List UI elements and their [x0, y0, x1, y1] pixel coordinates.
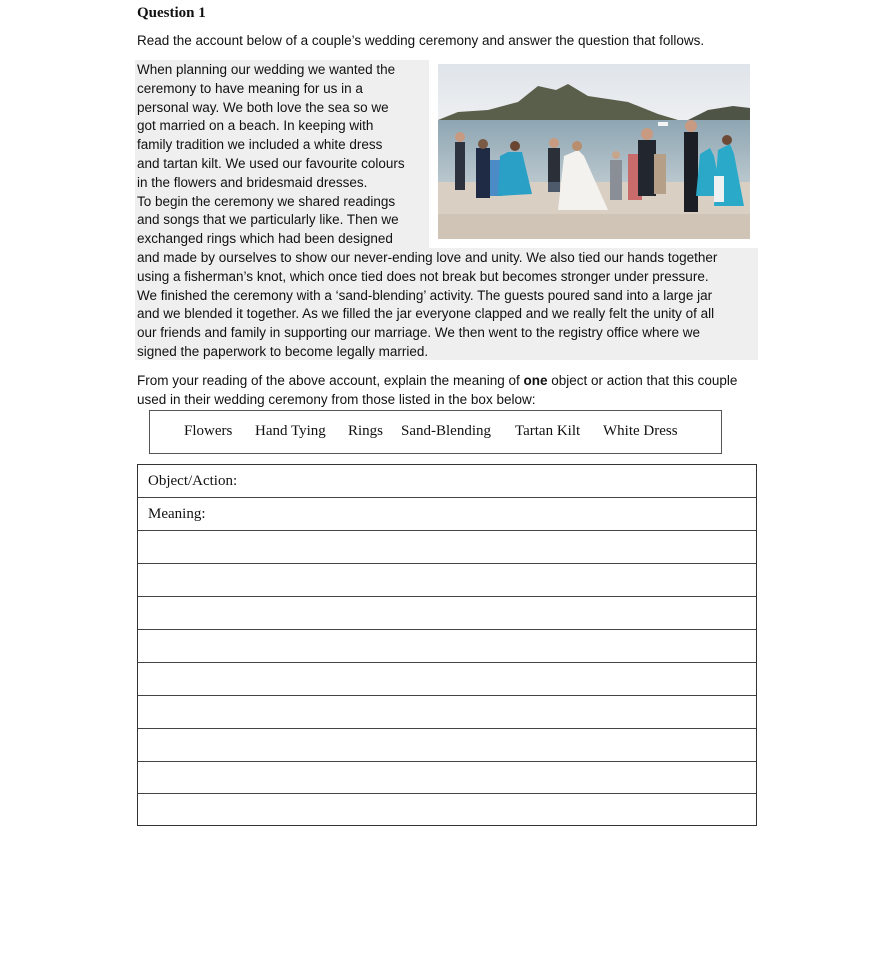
account-line: We finished the ceremony with a ‘sand-blending’ activity. The guests poured sand into a large jar	[137, 287, 713, 303]
option-white-dress: White Dress	[603, 423, 678, 439]
answer-line[interactable]	[138, 630, 756, 663]
question-heading: Question 1	[137, 5, 206, 21]
option-tartan-kilt: Tartan Kilt	[515, 423, 581, 439]
answer-table	[137, 464, 757, 826]
meaning-row[interactable]	[138, 498, 756, 531]
answer-line[interactable]	[138, 696, 756, 729]
account-line: and we blended it together. As we filled the jar everyone clapped and we really felt the unity of all	[137, 306, 715, 322]
answer-line[interactable]	[138, 794, 756, 825]
account-line: using a fisherman’s knot, which once tied does not break but becomes stronger under pressure.	[137, 268, 709, 284]
account-line: When planning our wedding we wanted the	[137, 62, 396, 77]
prompt-text-before: From your reading of the above account, explain the meaning of	[137, 373, 524, 388]
account-line: got married on a beach. In keeping with	[137, 118, 374, 134]
account-line: our friends and family in supporting our marriage. We then went to the registry office where we	[137, 325, 701, 341]
account-line: exchanged rings which had been designed	[137, 231, 393, 247]
object-action-label: Object/Action:	[148, 473, 238, 489]
answer-line[interactable]	[138, 729, 756, 762]
account-line: To begin the ceremony we shared readings	[137, 193, 396, 209]
account-line: and tartan kilt. We used our favourite colours	[137, 155, 405, 171]
account-line: personal way. We both love the sea so we	[137, 99, 389, 115]
answer-line[interactable]	[138, 663, 756, 696]
options-box	[149, 410, 722, 454]
account-line: family tradition we included a white dress	[137, 137, 383, 153]
wedding-beach-photo	[438, 64, 750, 239]
object-action-row[interactable]	[138, 465, 756, 498]
option-sand-blending: Sand-Blending	[401, 423, 491, 439]
question-prompt	[137, 371, 757, 409]
prompt-emphasis: one	[523, 373, 548, 388]
meaning-label: Meaning:	[148, 506, 206, 522]
account-line: signed the paperwork to become legally married.	[137, 343, 429, 359]
answer-line[interactable]	[138, 564, 756, 597]
account-line: and made by ourselves to show our never-ending love and unity. We also tied our hands together	[137, 249, 718, 265]
answer-line[interactable]	[138, 531, 756, 564]
answer-line[interactable]	[138, 597, 756, 630]
option-hand-tying: Hand Tying	[255, 423, 326, 439]
account-line: ceremony to have meaning for us in a	[137, 80, 363, 96]
option-flowers: Flowers	[184, 423, 233, 439]
account-line: in the flowers and bridesmaid dresses.	[137, 174, 368, 190]
account-line: and songs that we particularly like. Then we	[137, 212, 399, 228]
answer-line[interactable]	[138, 762, 756, 794]
intro-text: Read the account below of a couple’s wedding ceremony and answer the question that follows.	[137, 33, 705, 48]
prompt-text-after: object or action that this couple used in their wedding ceremony from those listed in the box below:	[137, 373, 738, 407]
option-rings: Rings	[348, 423, 384, 439]
